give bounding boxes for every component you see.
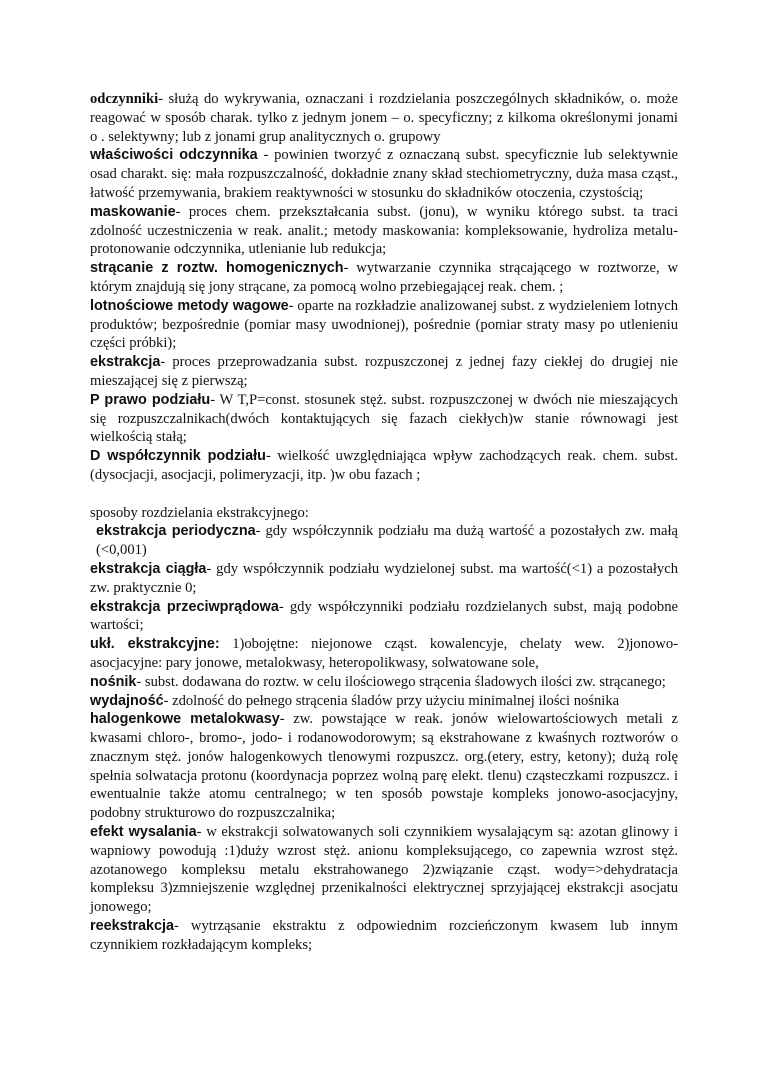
definition: - służą do wykrywania, oznaczani i rozdzielania poszczególnych składników, o. może reagować w sposób charak. tylko z jednym jonem – o. specyficzny; z kilkoma określonymi jonami o . selektywny; lub z jonami grup analitycznych o. grupowy: [90, 91, 678, 145]
entry-ekstrakcja-ciagla: [90, 560, 678, 598]
term: D współczynnik podziału: [90, 448, 266, 465]
term: halogenkowe metalokwasy: [90, 711, 280, 728]
entry-wlasciwosci-odczynnika: [90, 146, 678, 202]
term: ekstrakcja ciągła: [90, 560, 207, 577]
definition: - W T,P=const. stosunek stęż. subst. rozpuszczonej w dwóch nie mieszających się rozpuszczalnikach(dwóch kontaktujących się fazach ciekłych)w stanie równowagi jest wielkością stałą;: [90, 391, 678, 446]
definition: - gdy współczynniki podziału rozdzielanych subst, mają podobne wartości;: [90, 598, 678, 634]
definition: - powinien tworzyć z oznaczaną subst. specyficznie lub selektywnie osad charakt. się: mała rozpuszczalność, dokładnie znany skład stechiometryczny, duża masa cząst., łatwość przemywania, brakiem reaktywności w stosunku do składników otoczenia, czystością;: [90, 147, 678, 201]
entry-reekstrakcja: [90, 917, 678, 955]
definition: - wielkość uwzględniająca wpływ zachodzących reak. chem. subst. (dysocjacji, asocjacji, polimeryzacji, itp. )w obu fazach ;: [90, 448, 679, 483]
entry-ekstrakcja: [90, 353, 678, 391]
blank-line: [90, 485, 678, 504]
definition: 1)obojętne: niejonowe cząst. kowalencyje, chelaty wew. 2)jonowo-asocjacyjne: pary jonowe, metalokwasy, heteropolikwasy, solwatowane sole,: [90, 636, 678, 671]
term: P prawo podziału: [90, 391, 211, 408]
definition: - wytrząsanie ekstraktu z odpowiednim rozcieńczonym kwasem lub innym czynnikiem rozkładającym kompleks;: [90, 918, 678, 953]
entry-lotnosciowe-metody: [90, 297, 678, 353]
entry-efekt-wysalania: [90, 823, 678, 917]
term: ekstrakcja periodyczna: [96, 523, 256, 540]
entry-wspolczynnik-podzialu: [90, 447, 678, 485]
term: strącanie z roztw. homogenicznych: [90, 260, 344, 277]
term: ekstrakcja: [90, 354, 161, 371]
definition: - proces chem. przekształcania subst. (jonu), w wyniku którego subst. ta traci zdolność uczestniczenia w reak. analit.; metody maskowania: kompleksowanie, hydroliza metalu-protonowanie odczynnika, utlenianie lub redukcja;: [90, 203, 678, 258]
definition: - wytwarzanie czynnika strącającego w roztworze, w którym znajdują się jony strącane, za pomocą wolno przebiegającej reak. chem. ;: [90, 260, 678, 295]
entry-stracanie: [90, 259, 678, 297]
term: nośnik: [90, 673, 137, 690]
term: efekt wysalania: [90, 824, 197, 841]
definition: - zw. powstające w reak. jonów wielowartościowych metali z kwasami chloro-, bromo-, jodo- i rodanowodorowym; są ekstrahowane z kwaśnych roztworów o znacznym stęż. jonów halogenkowych tlenowymi rozpuszcz. org.(etery, estry, ketony); dużą rolę spełnia solwatacja protonu (koordynacja poprzez wolną parę elekt. tlenu) cząsteczkami rozpuszcz. i ewentualnie także atomu centralnego; w ten sposób powstaje kompleks jonowo-asocjacyjny, podobny strukturowo do rozpuszczalnika;: [90, 711, 678, 822]
definition: - gdy współczynnik podziału ma dużą wartość a pozostałych zw. małą (<0,001): [96, 523, 678, 559]
term: maskowanie: [90, 203, 176, 220]
entry-nosnik: [90, 673, 678, 692]
entry-ukl-ekstrakcyjne: [90, 635, 678, 673]
entry-odczynniki: [90, 90, 678, 146]
term: ekstrakcja przeciwprądowa: [90, 598, 279, 615]
entry-ekstrakcja-przeciwpradowa: [90, 598, 678, 636]
term: odczynniki: [90, 91, 159, 107]
entry-wydajnosc: [90, 692, 678, 711]
term: ukł. ekstrakcyjne:: [90, 636, 220, 653]
entry-halogenkowe-metalokwasy: [90, 710, 678, 823]
term: reekstrakcja: [90, 918, 175, 935]
term: właściwości odczynnika: [90, 147, 258, 164]
definition: - proces przeprowadzania subst. rozpuszczonej z jednej fazy ciekłej do drugiej nie mieszającej się z pierwszą;: [90, 354, 678, 389]
entry-maskowanie: [90, 203, 678, 259]
definition: - zdolność do pełnego strącenia śladów przy użyciu minimalnej ilości nośnika: [163, 692, 620, 709]
definition: - w ekstrakcji solwatowanych soli czynnikiem wysalającym są: azotan glinowy i wapniowy powodują :1)duży wzrost stęż. anionu kompleksującego, co zapewnia wzrost stęż. azotanowego kompleksu metalu ekstrahowanego 2)związanie cząst. wody=>dehydratacja kompleksu 3)zmniejszenie względnej przenikalności elektrycznej sprzyjającej ekstrakcji asocjatu jonowego;: [90, 824, 678, 916]
entry-prawo-podzialu: [90, 391, 678, 447]
definition: - subst. dodawana do roztw. w celu ilościowego strącenia śladowych ilości zw. strącanego;: [136, 673, 666, 690]
definition: - gdy współczynnik podziału wydzielonej subst. ma wartość(<1) a pozostałych zw. praktycznie 0;: [90, 560, 678, 596]
term: wydajność: [90, 692, 164, 709]
definition: - oparte na rozkładzie analizowanej subst. z wydzieleniem lotnych produktów; bezpośrednie (pomiar masy uwodnionej), pośrednie (pomiar straty masy po utlenieniu części próbki);: [90, 297, 678, 352]
section-heading: sposoby rozdzielania ekstrakcyjnego:: [90, 504, 309, 521]
entry-ekstrakcja-periodyczna: [90, 522, 678, 560]
document-page: [90, 90, 678, 955]
term: lotnościowe metody wagowe: [90, 297, 289, 314]
